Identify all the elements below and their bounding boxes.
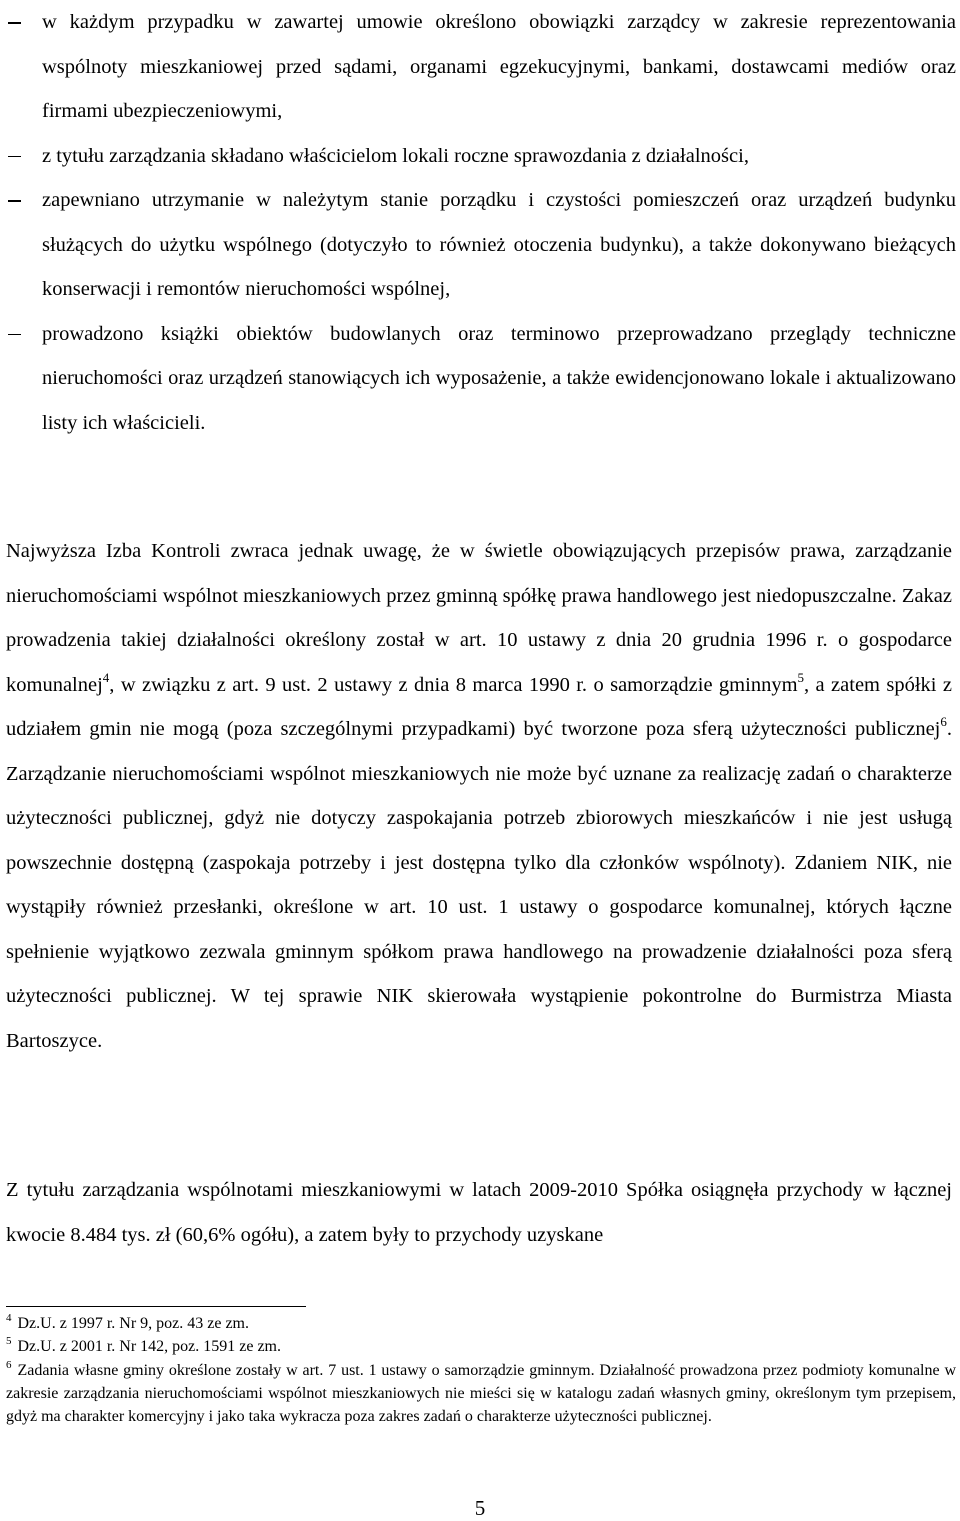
footnote-number: 4 — [6, 1312, 12, 1324]
footnote-text: Dz.U. z 2001 r. Nr 142, poz. 1591 ze zm. — [17, 1338, 281, 1356]
footnote-reference: 6 — [940, 714, 947, 729]
footnote — [6, 1312, 956, 1335]
footnote-number: 6 — [6, 1358, 12, 1371]
footnote-text: Zadania własne gminy określone zostały w art. 7 ust. 1 ustawy o samorządzie gminnym. Działalność prowadzona przez podmioty komunalne w zakresie zarządzania nieruchomościami wspólnot mieszkaniowych nie mieści się w katalogu zadań własnych gminy, określonym tym przepisem, gdyż ma charakter komercyjny i jako taka wykracza poza zakres zadań o charakterze użyteczności publicznej. — [6, 1361, 956, 1426]
paragraph-text: , a zatem spółki z udziałem gmin nie mogą (poza szczególnymi przypadkami) być tworzone poza sferą użyteczności publicznej — [6, 673, 952, 740]
list-item-text: z tytułu zarządzania składano właścicielom lokali roczne sprawozdania z działalności, — [42, 144, 749, 167]
list-item — [0, 178, 960, 312]
bullet-list — [0, 0, 960, 445]
list-item — [0, 0, 960, 134]
paragraph-text: Najwyższa Izba Kontroli zwraca jednak uwagę, że w świetle obowiązujących przepisów prawa, zarządzanie nieruchomościami wspólnot mieszkaniowych przez gminną spółkę prawa handlowego jest niedopuszczalne. Zakaz prowadzenia takiej działalności określony został w art. 10 ustawy z dnia 20 grudnia 1996 r. o gospodarce komunalnej — [6, 540, 952, 696]
body-paragraph-revenue — [6, 1168, 952, 1257]
footnote — [6, 1335, 956, 1358]
footnotes — [6, 1312, 956, 1428]
body-paragraph-nik-assessment — [6, 529, 952, 1063]
list-item-text: prowadzono książki obiektów budowlanych oraz terminowo przeprowadzano przeglądy techniczne nieruchomości oraz urządzeń stanowiących ich wyposażenie, a także ewidencjonowano lokale i aktualizowano listy ich właścicieli. — [42, 322, 956, 434]
list-item — [0, 134, 960, 179]
list-item-text: w każdym przypadku w zawartej umowie określono obowiązki zarządcy w zakresie reprezentowania wspólnoty mieszkaniowej przed sądami, organami egzekucyjnymi, bankami, dostawcami mediów oraz firmami ubezpieczeniowymi, — [42, 11, 956, 122]
list-item — [0, 312, 960, 446]
footnote-separator — [6, 1306, 306, 1307]
footnote-text: Dz.U. z 1997 r. Nr 9, poz. 43 ze zm. — [17, 1315, 249, 1332]
footnote-reference: 5 — [797, 669, 805, 685]
paragraph-text: Z tytułu zarządzania wspólnotami mieszkaniowymi w latach 2009-2010 Spółka osiągnęła przychody w łącznej kwocie 8.484 tys. zł (60,6% ogółu), a zatem były to przychody uzyskane — [6, 1179, 952, 1246]
footnote-reference: 4 — [102, 669, 110, 685]
footnote — [6, 1359, 956, 1429]
footnote-number: 5 — [6, 1335, 12, 1348]
list-item-text: zapewniano utrzymanie w należytym stanie porządku i czystości pomieszczeń oraz urządzeń budynku służących do użytku wspólnego (dotyczyło to również otoczenia budynku), a także dokonywano bieżących konserwacji i remontów nieruchomości wspólnej, — [42, 189, 956, 300]
page-number: 5 — [474, 1496, 486, 1520]
paragraph-text: , w związku z art. 9 ust. 2 ustawy z dnia 8 marca 1990 r. o samorządzie gminnym — [109, 673, 798, 696]
paragraph-text: . Zarządzanie nieruchomościami wspólnot mieszkaniowych nie może być uznane za realizację zadań o charakterze użyteczności publicznej, gdyż nie dotyczy zaspokajania potrzeb zbiorowych mieszkańców i nie jest usługą powszechnie dostępną (zaspokaja potrzeby i jest dostępna tylko dla członków wspólnoty). Zdaniem NIK, nie wystąpiły również przesłanki, określone w art. 10 ust. 1 ustawy o gospodarce komunalnej, których łączne spełnienie wyjątkowo zezwala gminnym spółkom prawa handlowego na prowadzenie działalności poza sferą użyteczności publicznej. W tej sprawie NIK skierowała wystąpienie pokontrolne do Burmistrza Miasta Bartoszyce. — [6, 718, 952, 1052]
